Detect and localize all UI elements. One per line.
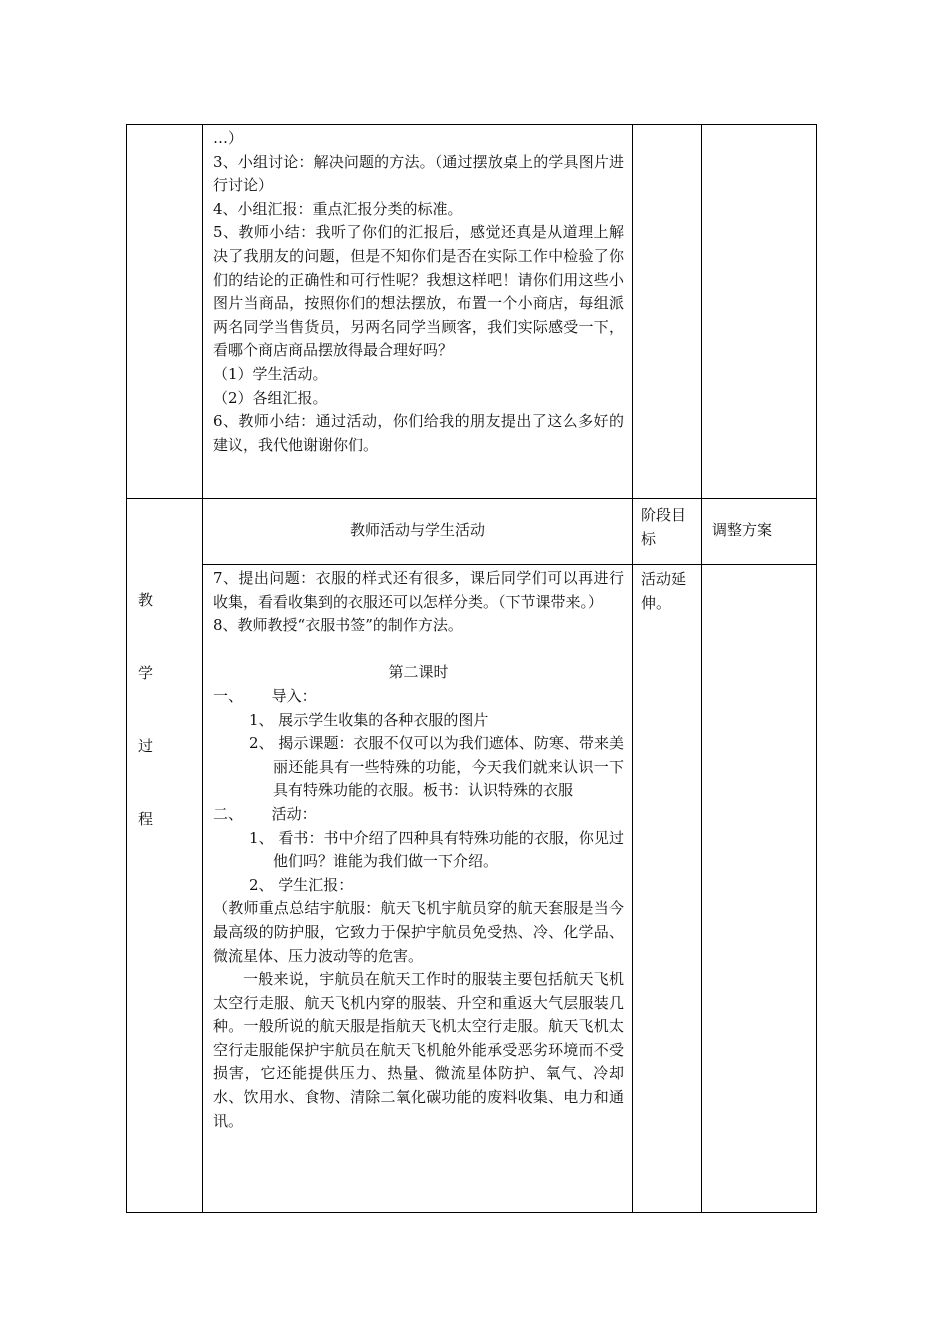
header-adjust-cell <box>702 499 817 565</box>
activity-cell-top <box>203 125 633 499</box>
side-label-char: 教 <box>138 591 154 609</box>
side-cell-empty <box>127 125 203 499</box>
top-line: 3、小组讨论：解决问题的方法。（通过摆放桌上的学具图片进行讨论） <box>213 152 624 195</box>
side-label-char: 过 <box>138 737 154 755</box>
side-label-cell <box>127 499 203 1213</box>
adjust-cell-empty <box>702 125 817 499</box>
top-line: 4、小组汇报：重点汇报分类的标准。 <box>213 199 463 218</box>
header-activity-cell <box>203 499 633 565</box>
header-activity: 教师活动与学生活动 <box>349 521 485 539</box>
top-line: …） <box>213 129 244 147</box>
top-text-block <box>203 125 632 459</box>
item-7: 7、提出问题：衣服的样式还有很多，课后同学们可以再进行收集，看看收集到的衣服还可以怎样分类。（下节课带来。） <box>213 569 624 611</box>
stage-cell-extension <box>633 565 702 1213</box>
top-line: 5、教师小结：我听了你们的汇报后，感觉还真是从道理上解决了我朋友的问题，但是不知你们是否在实际工作中检验了你们的结论的正确性和可行性呢？我想这样吧！请你们用这些小图片当商品，按照你们的想法摆放，布置一个小商店，每组派两名同学当售货员，另两名同学当顾客，我们实际感受一下，看哪个商店商品摆放得最合理好吗？ <box>213 223 624 360</box>
top-line: （1）学生活动。 <box>213 364 328 383</box>
paragraph-spacesuit-summary: （教师重点总结宇航服：航天飞机宇航员穿的航天套服是当今最高级的防护服，它致力于保护宇航员免受热、冷、化学品、微流星体、压力波动等的危害。 <box>213 899 624 965</box>
header-adjust: 调整方案 <box>712 521 773 539</box>
section-2-item: 2、 学生汇报： <box>249 875 354 894</box>
section-1-item: 1、 展示学生收集的各种衣服的图片 <box>249 710 489 729</box>
top-line: （2）各组汇报。 <box>213 388 328 407</box>
header-stage-goal: 阶段目标 <box>641 506 687 548</box>
table-row-body <box>127 565 817 1213</box>
section-1-item: 2、 揭示课题：衣服不仅可以为我们遮体、防寒、带来美丽还能具有一些特殊的功能，今天我们就来认识一下具有特殊功能的衣服。板书：认识特殊的衣服 <box>249 734 624 800</box>
side-label <box>127 499 202 881</box>
header-stage-cell <box>633 499 702 565</box>
stage-cell-empty <box>633 125 702 499</box>
paragraph-spacesuit-detail: 一般来说，宇航员在航天工作时的服装主要包括航天飞机太空行走服、航天飞机内穿的服装、升空和重返大气层服装几种。一般所说的航天服是指航天飞机太空行走服。航天飞机太空行走服能保护宇航员在航天飞机舱外能承受恶劣环境而不受损害，它还能提供压力、热量、微流星体防护、氧气、冷却水、饮用水、食物、清除二氧化碳功能的废料收集、电力和通讯。 <box>213 970 624 1130</box>
section-1-title: 一、 导入： <box>213 686 317 705</box>
lesson-plan-table <box>126 124 817 1213</box>
section-2-title: 二、 活动： <box>213 804 317 823</box>
side-label-char: 学 <box>138 664 154 682</box>
section-2-item: 1、 看书：书中介绍了四种具有特殊功能的衣服，你见过他们吗？谁能为我们做一下介绍。 <box>249 828 624 871</box>
activity-cell-bottom <box>203 565 633 1213</box>
stage-extension: 活动延伸。 <box>641 570 687 612</box>
side-label-char: 程 <box>138 810 154 828</box>
second-lesson-title: 第二课时 <box>388 663 449 682</box>
table-header-row <box>127 499 817 565</box>
bottom-text-block <box>203 565 632 1135</box>
table-row-continuation <box>127 125 817 499</box>
top-line: 6、教师小结：通过活动，你们给我的朋友提出了这么多好的建议，我代他谢谢你们。 <box>213 412 624 454</box>
blank-line <box>213 638 624 662</box>
item-8: 8、教师教授“衣服书签”的制作方法。 <box>213 616 463 635</box>
adjust-cell-empty <box>702 565 817 1213</box>
